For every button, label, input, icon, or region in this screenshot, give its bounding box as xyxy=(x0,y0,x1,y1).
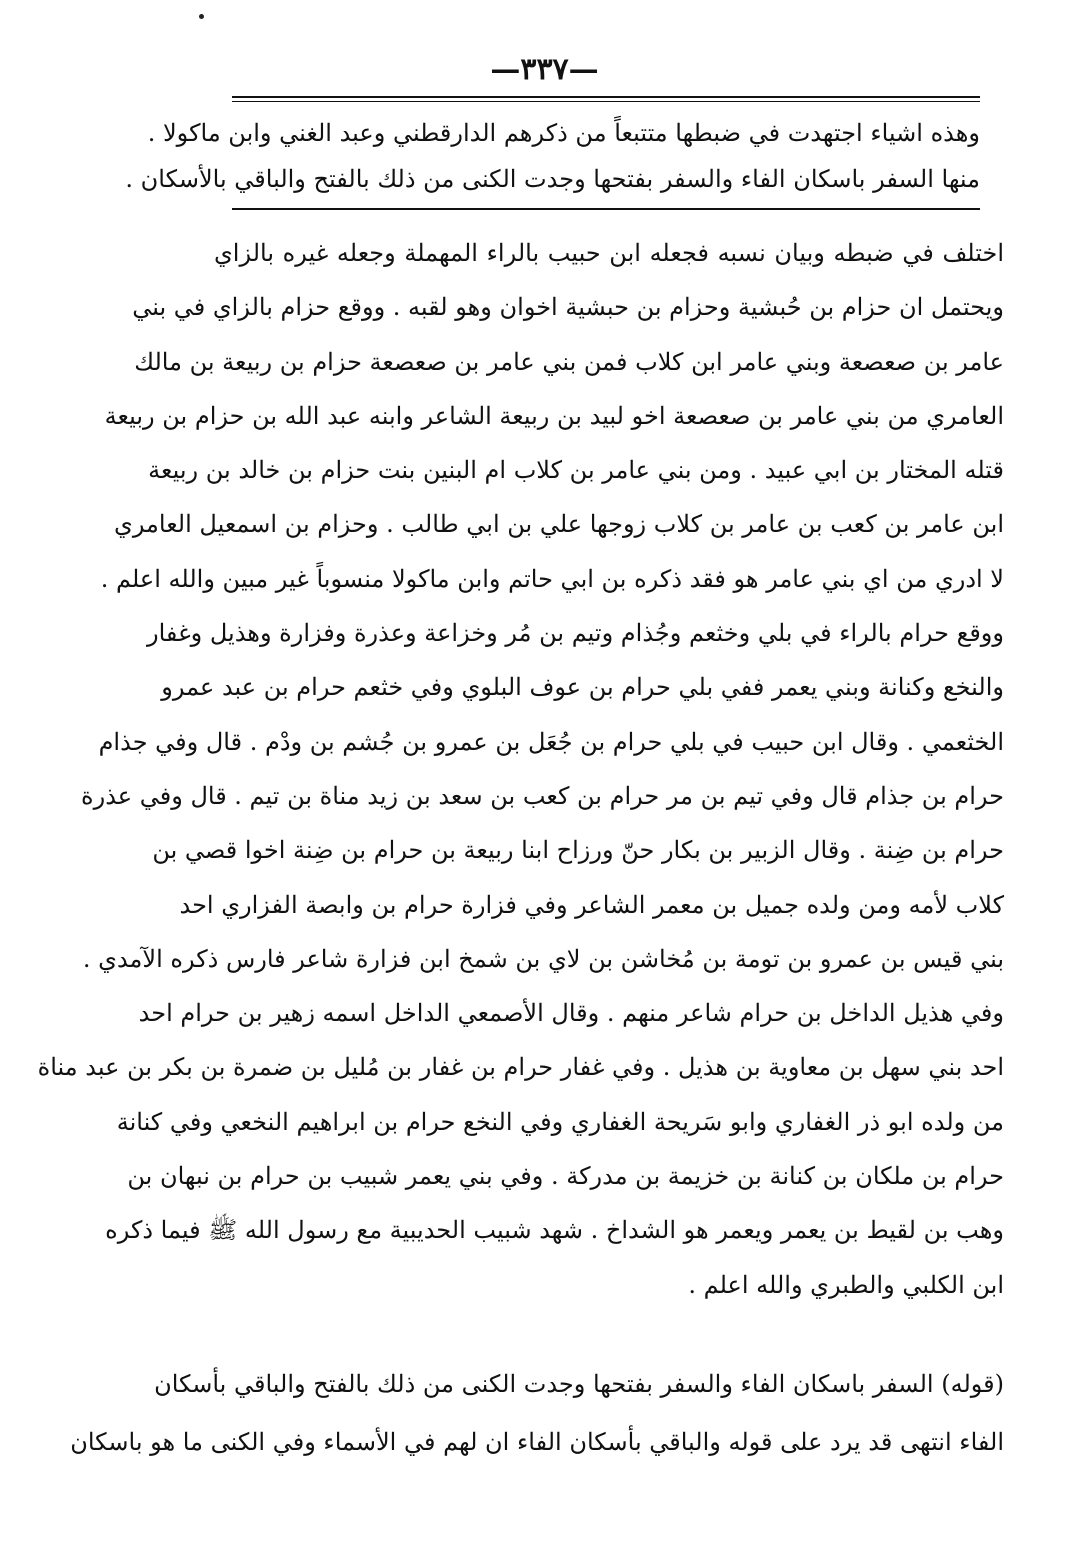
text-line: عامر بن صعصعة وبني عامر ابن كلاب فمن بني عامر بن صعصعة حزام بن ربيعة بن مالك xyxy=(134,347,1004,376)
text-line: ويحتمل ان حزام بن حُبشية وحزام بن حبشية اخوان وهو لقبه . ووقع حزام بالزاي في بني xyxy=(132,293,1004,322)
header-rule-bottom xyxy=(232,208,980,210)
header-line: وهذه اشياء اجتهدت في ضبطها متتبعاً من ذكرهم الدارقطني وعبد الغني وابن ماكولا . xyxy=(147,119,980,147)
text-line: حرام بن جذام قال وفي تيم بن مر حرام بن كعب بن سعد بن زيد مناة بن تيم . قال وفي عذرة xyxy=(81,781,1004,810)
note-line: الفاء انتهى قد يرد على قوله والباقي بأسكان الفاء ان لهم في الأسماء وفي الكنى ما هو باسكان xyxy=(70,1428,1004,1456)
header-rule-top xyxy=(232,96,980,98)
text-line: من ولده ابو ذر الغفاري وابو سَريحة الغفاري وفي النخع حرام بن ابراهيم النخعي وفي كنانة xyxy=(116,1107,1004,1136)
text-line: ابن الكلبي والطبري والله اعلم . xyxy=(688,1270,1004,1299)
ink-speck xyxy=(199,14,204,19)
header-rule-top-thin xyxy=(232,101,980,102)
note-line: (قوله) السفر باسكان الفاء والسفر بفتحها وجدت الكنى من ذلك بالفتح والباقي بأسكان xyxy=(154,1370,1004,1398)
page-number: —٣٣٧— xyxy=(490,52,599,87)
text-line: العامري من بني عامر بن صعصعة اخو لبيد بن ربيعة الشاعر وابنه عبد الله بن حزام بن ربيعة xyxy=(104,401,1004,430)
text-line: حرام بن ضِنة . وقال الزبير بن بكار حنّ ورزاح ابنا ربيعة بن حرام بن ضِنة اخوا قصي بن xyxy=(152,836,1004,865)
text-line: ووقع حرام بالراء في بلي وخثعم وجُذام وتيم بن مُر وخزاعة وعذرة وفزارة وهذيل وغفار xyxy=(147,619,1004,648)
main-text xyxy=(37,226,1004,1312)
text-line: والنخع وكنانة وبني يعمر ففي بلي حرام بن عوف البلوي وفي خثعم حرام بن عبد عمرو xyxy=(161,673,1004,702)
header-line: منها السفر باسكان الفاء والسفر بفتحها وجدت الكنى من ذلك بالفتح والباقي بالأسكان . xyxy=(125,165,980,193)
text-line: بني قيس بن عمرو بن تومة بن مُخاشن بن لاي بن شمخ ابن فزارة شاعر فارس ذكره الآمدي . xyxy=(82,944,1004,973)
text-line: ابن عامر بن كعب بن عامر بن كلاب زوجها علي بن ابي طالب . وحزام بن اسمعيل العامري xyxy=(114,510,1004,539)
text-line: لا ادري من اي بني عامر هو فقد ذكره بن ابي حاتم وابن ماكولا منسوباً غير مبين والله اعلم . xyxy=(100,564,1004,593)
text-line: حرام بن ملكان بن كنانة بن خزيمة بن مدركة . وفي بني يعمر شبيب بن حرام بن نبهان بن xyxy=(127,1162,1004,1191)
text-line: قتله المختار بن ابي عبيد . ومن بني عامر بن كلاب ام البنين بنت حزام بن خالد بن ربيعة xyxy=(148,456,1004,485)
commentary-note xyxy=(70,1355,1004,1471)
text-line: احد بني سهل بن معاوية بن هذيل . وفي غفار حرام بن غفار بن مُليل بن ضمرة بن بكر بن عبد مناة xyxy=(37,1053,1004,1082)
text-line: الخثعمي . وقال ابن حبيب في بلي حرام بن جُعَل بن عمرو بن جُشم بن ودْم . قال وفي جذام xyxy=(98,727,1004,756)
text-line: وهب بن لقيط بن يعمر ويعمر هو الشداخ . شهد شبيب الحديبية مع رسول الله ﷺ فيما ذكره xyxy=(105,1216,1004,1245)
header-note xyxy=(125,110,980,202)
text-line: كلاب لأمه ومن ولده جميل بن معمر الشاعر وفي فزارة حرام بن وابصة الفزاري احد xyxy=(179,890,1004,919)
text-line: وفي هذيل الداخل بن حرام شاعر منهم . وقال الأصمعي الداخل اسمه زهير بن حرام احد xyxy=(138,999,1004,1028)
text-line: اختلف في ضبطه وبيان نسبه فجعله ابن حبيب بالراء المهملة وجعله غيره بالزاي xyxy=(214,239,1004,267)
